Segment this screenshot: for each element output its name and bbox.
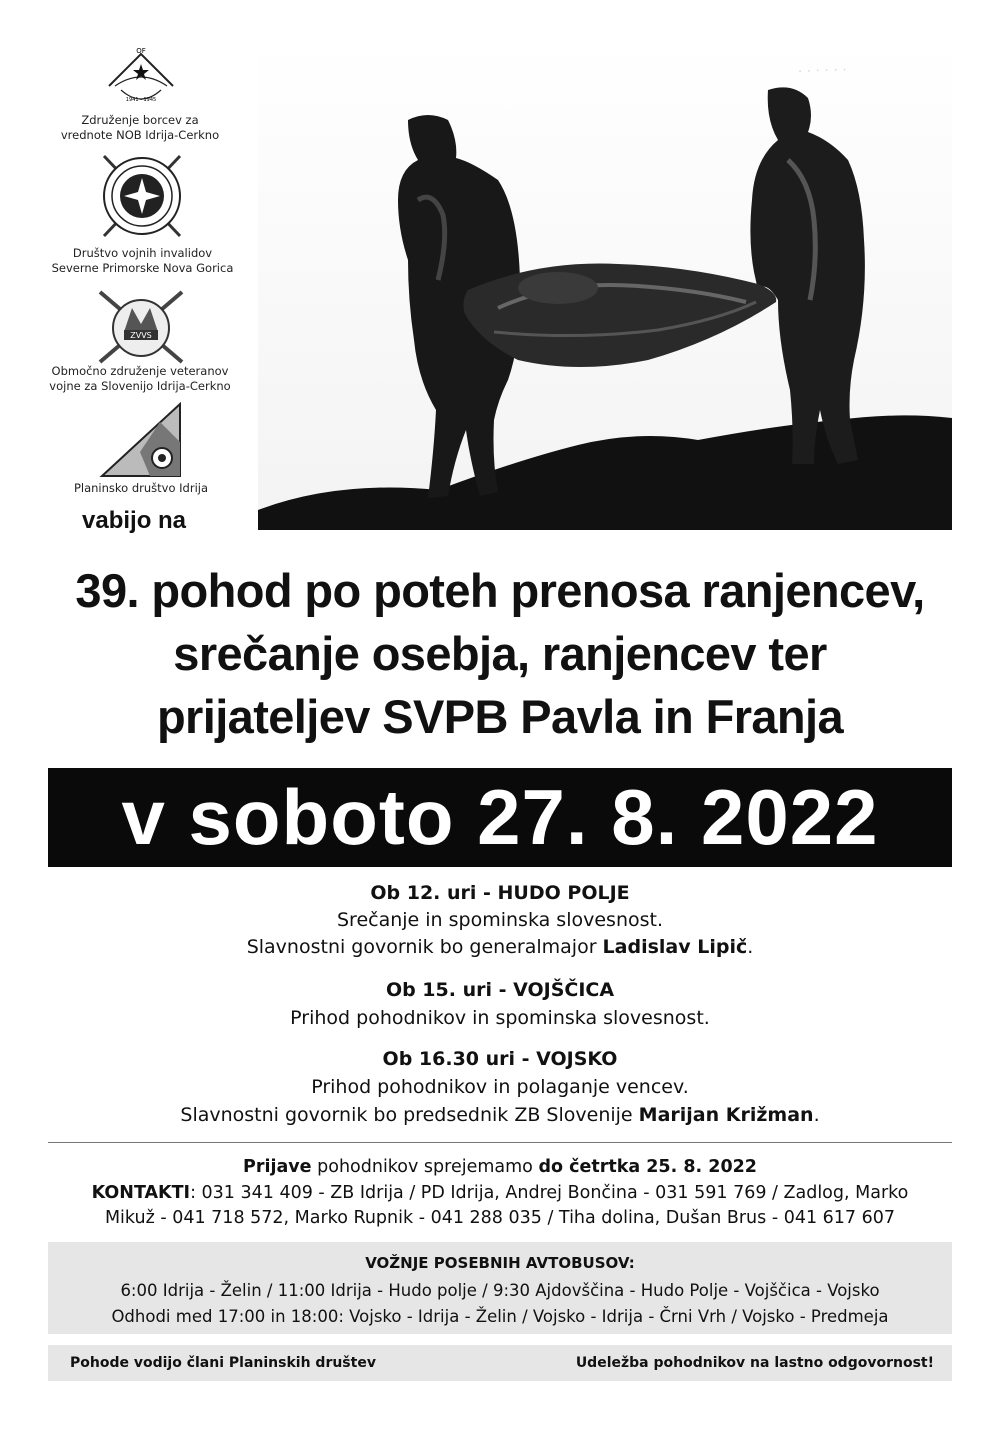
program-heading: Ob 15. uri - VOJŠČICA: [385, 979, 615, 1001]
footer-box: [48, 1345, 952, 1381]
logo-dvi-caption: [40, 246, 245, 276]
event-title-line-2: srečanje osebja, ranjencev ter: [173, 627, 827, 680]
bus-line-1: 6:00 Idrija - Želin / 11:00 Idrija - Hudo polje / 9:30 Ajdovščina - Hudo Polje - Vojščica - Vojsko: [120, 1281, 880, 1300]
hero-illustration: [258, 40, 952, 530]
years-text: 1941 - 1945: [125, 97, 157, 103]
footer-left-note: Pohode vodijo člani Planinskih društev: [70, 1355, 376, 1371]
mountain-star-icon: [105, 46, 177, 108]
program-3-line-2: [0, 1103, 1000, 1128]
logo-pd-caption: Planinsko društvo Idrija: [73, 481, 209, 495]
caption-line: Severne Primorske Nova Gorica: [51, 261, 234, 275]
caption-line: Društvo vojnih invalidov: [72, 246, 213, 260]
registration-text: pohodnikov sprejemamo: [311, 1157, 539, 1177]
program-1-line-2: [0, 935, 1000, 960]
bus-schedule-box: [48, 1242, 952, 1334]
logo-pd-idrija: [100, 402, 182, 478]
speaker-name: Ladislav Lipič: [602, 936, 748, 958]
event-title-line-1: 39. pohod po poteh prenosa ranjencev,: [75, 564, 925, 617]
contacts-line-1: [48, 1181, 952, 1206]
speaker-prefix: Slavnostni govornik bo generalmajor: [246, 936, 603, 958]
speaker-suffix: .: [747, 936, 754, 958]
speaker-prefix: Slavnostni govornik bo predsednik ZB Slovenije: [180, 1104, 639, 1126]
program-3-heading: [0, 1047, 1000, 1072]
invalid-society-emblem-icon: [96, 150, 188, 242]
speaker-name: Marijan Križman: [638, 1104, 814, 1126]
program-1-line-1: Srečanje in spominska slovesnost.: [337, 909, 663, 931]
caption-line: Območno združenje veteranov: [51, 364, 229, 378]
zvvs-text: ZVVS: [130, 331, 152, 340]
mountain-logo-icon: [100, 402, 182, 478]
event-date-banner: v soboto 27. 8. 2022: [48, 768, 952, 867]
event-title-line-3: prijateljev SVPB Pavla in Franja: [156, 690, 844, 743]
logo-zb-nob: [105, 46, 177, 108]
bus-line-2: Odhodi med 17:00 in 18:00: Vojsko - Idrija - Želin / Vojsko - Idrija - Črni Vrh / Vojsko - Predmeja: [111, 1307, 889, 1326]
divider: [48, 1142, 952, 1143]
logo-zvvs: [94, 288, 188, 364]
program-2-heading: [0, 978, 1000, 1003]
footer-right-note: Udeležba pohodnikov na lastno odgovornost!: [575, 1355, 934, 1371]
contacts-line-2: Mikuž - 041 718 572, Marko Rupnik - 041 288 035 / Tiha dolina, Dušan Brus - 041 617 607: [104, 1208, 896, 1228]
caption-line: vrednote NOB Idrija-Cerkno: [60, 128, 220, 142]
logo-zb-caption: [40, 113, 240, 143]
of-text: OF: [136, 47, 146, 55]
caption-line: vojne za Slovenijo Idrija-Cerkno: [49, 379, 231, 393]
contacts-label: KONTAKTI: [91, 1183, 191, 1203]
bus-heading: VOŽNJE POSEBNIH AVTOBUSOV:: [365, 1254, 635, 1272]
contacts-text: : 031 341 409 - ZB Idrija / PD Idrija, Andrej Bončina - 031 591 769 / Zadlog, Marko: [190, 1183, 909, 1203]
speaker-suffix: .: [813, 1104, 820, 1126]
intro-text: vabijo na: [82, 507, 187, 534]
logo-dvi: [96, 150, 188, 242]
program-1-heading: [0, 881, 1000, 906]
caption-line: Združenje borcev za: [81, 113, 199, 127]
svg-text:· · · · · ·: · · · · · ·: [797, 62, 848, 80]
veterans-emblem-icon: [94, 288, 188, 364]
registration-line: [48, 1155, 952, 1180]
program-heading: Ob 16.30 uri - VOJSKO: [382, 1048, 618, 1070]
logo-zvvs-caption: [40, 364, 240, 394]
program-2-line-1: Prihod pohodnikov in spominska slovesnost.: [290, 1007, 710, 1029]
stretcher-bearers-illustration: [258, 40, 952, 530]
registration-deadline: do četrtka 25. 8. 2022: [538, 1157, 757, 1177]
program-3-line-1: Prihod pohodnikov in polaganje vencev.: [311, 1076, 689, 1098]
registration-label: Prijave: [243, 1157, 312, 1177]
program-heading: Ob 12. uri - HUDO POLJE: [370, 882, 630, 904]
